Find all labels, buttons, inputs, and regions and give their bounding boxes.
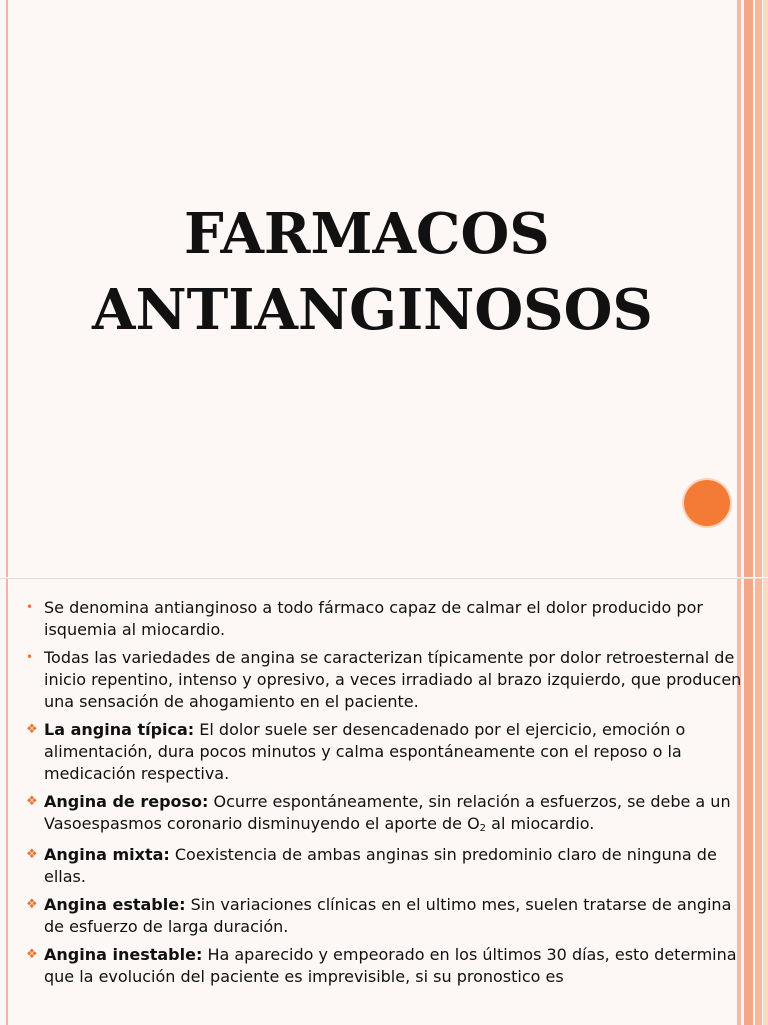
item-term: Angina estable: [44,895,186,914]
list-item [24,597,746,641]
item-text-after: al miocardio. [486,814,595,833]
right-stripe [744,0,753,577]
list-item [24,791,746,838]
bullet-list [24,597,746,994]
right-stripe [755,0,762,577]
right-stripe [755,579,762,1025]
item-text: Sin variaciones clínicas en el ultimo mes, suelen tratarse de angina de esfuerzo de larga duración. [44,895,732,936]
item-text: Coexistencia de ambas anginas sin predominio claro de ninguna de ellas. [44,845,717,886]
right-stripe [737,0,741,577]
item-term: Angina de reposo: [44,792,209,811]
list-item [24,719,746,785]
slide-title [80,196,700,348]
bullet-diamond-icon: ❖ [26,722,38,737]
item-term: Angina mixta: [44,845,170,864]
bullet-diamond-icon: ❖ [26,947,38,962]
subscript: 2 [479,823,487,834]
item-term: Angina inestable: [44,945,203,964]
left-border-line [6,579,8,1025]
item-text: Ha aparecido y empeorado en los últimos 30 días, esto determina que la evolución del paciente es imprevisible, si su pronostico es [44,945,737,986]
item-term: La angina típica: [44,720,195,739]
item-text: El dolor suele ser desencadenado por el ejercicio, emoción o alimentación, dura pocos minutos y calma espontáneamente con el reposo o la medicación respectiva. [44,720,686,783]
left-border-line [6,0,8,577]
content-slide [0,578,768,1025]
title-line-1: FARMACOS [184,201,550,267]
right-stripe [763,579,768,1025]
title-line-2: ANTIANGINOSOS [92,277,653,343]
list-item [24,944,746,988]
item-text: Todas las variedades de angina se caracterizan típicamente por dolor retroesternal de inicio repentino, intenso y opresivo, a veces irradiado al brazo izquierdo, que producen una sensación de ahogamiento en el paciente. [44,648,742,711]
item-text: Ocurre espontáneamente, sin relación a esfuerzos, se debe a un Vasoespasmos coronario disminuyendo el aporte de O [44,792,731,833]
item-text: Se denomina antianginoso a todo fármaco capaz de calmar el dolor producido por isquemia al miocardio. [44,598,703,639]
bullet-diamond-icon: ❖ [26,847,38,862]
bullet-dot-icon: • [26,600,34,614]
list-item [24,844,746,888]
list-item [24,894,746,938]
right-stripe [763,0,768,577]
list-item [24,647,746,713]
bullet-diamond-icon: ❖ [26,897,38,912]
bullet-dot-icon: • [26,650,34,664]
orange-circle-decoration [684,480,730,526]
bullet-diamond-icon: ❖ [26,794,38,809]
